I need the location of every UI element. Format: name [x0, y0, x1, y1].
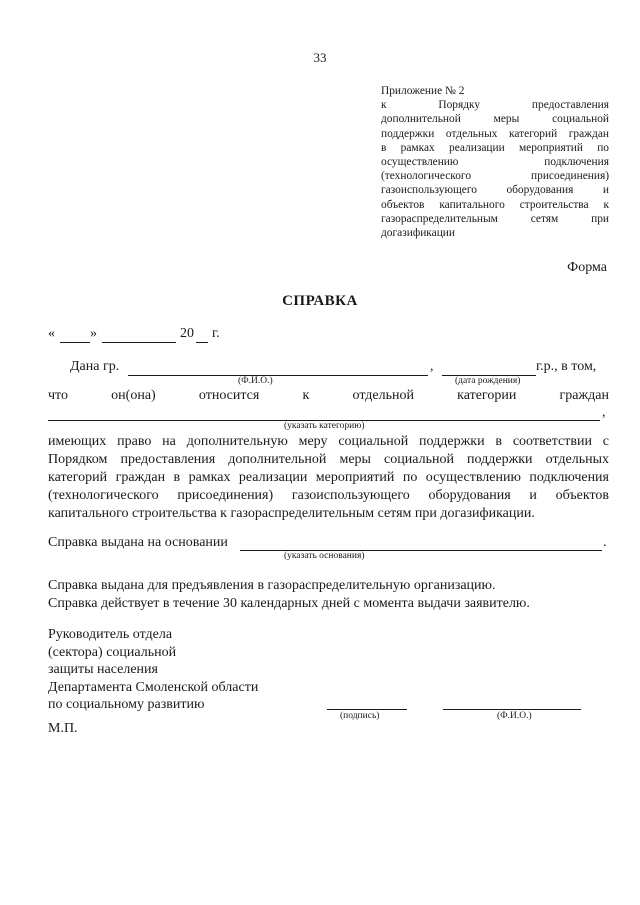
purpose-line: Справка действует в течение 30 календарных дней с момента выдачи заявителю. — [48, 595, 530, 611]
category-caption: (указать категорию) — [284, 421, 365, 431]
date-close-quote: » — [90, 326, 97, 341]
relation-word: категории — [457, 388, 517, 403]
appendix-line: догазификации — [381, 226, 455, 239]
date-year-suffix: г. — [212, 326, 220, 341]
relation-word: к — [302, 388, 310, 403]
signatory-block — [48, 626, 258, 714]
appendix-line: объектов капитального строительства к — [381, 198, 609, 211]
issued-tail: г.р., в том, — [536, 359, 597, 374]
signer-name-field[interactable] — [443, 709, 581, 710]
page-number: 33 — [313, 50, 327, 65]
appendix-line: осуществлению подключения — [381, 155, 609, 168]
birth-date-caption: (дата рождения) — [455, 376, 521, 386]
appendix-line: газораспределительным сетям при — [381, 212, 609, 225]
seal-label: М.П. — [48, 721, 78, 736]
purpose-line: Справка выдана для предъявления в газораспределительную организацию. — [48, 578, 496, 593]
paragraph-line: капитального строительства к газораспределительным сетям при догазификации. — [48, 506, 535, 521]
relation-row — [48, 388, 609, 404]
relation-word: что — [48, 388, 68, 403]
relation-word: он(она) — [111, 388, 156, 403]
appendix-line: поддержки отдельных категорий граждан — [381, 127, 609, 140]
signatory-line: по социальному развитию — [48, 697, 205, 712]
signatory-line: Департамента Смоленской области — [48, 679, 259, 695]
date-year-field[interactable] — [196, 342, 208, 343]
date-year-prefix: 20 — [180, 326, 194, 341]
paragraph-line: имеющих право на дополнительную меру социальной поддержки в соответствии с — [48, 434, 609, 449]
signatory-line: Руководитель отдела — [48, 627, 173, 642]
relation-word: отдельной — [352, 388, 414, 403]
document-title: СПРАВКА — [282, 293, 358, 309]
basis-label: Справка выдана на основании — [48, 535, 228, 550]
relation-word: граждан — [559, 388, 609, 403]
paragraph-line: Порядком предоставления дополнительной меры социальной поддержки отдельных — [48, 452, 609, 467]
signer-caption: (Ф.И.О.) — [497, 711, 532, 721]
basis-end: . — [603, 535, 607, 550]
relation-word: относится — [198, 388, 260, 403]
signature-caption: (подпись) — [340, 711, 380, 721]
eligibility-paragraph — [48, 433, 609, 523]
date-open-quote: « — [48, 326, 55, 341]
signatory-line: (сектора) социальной — [48, 644, 177, 660]
form-label: Форма — [567, 260, 607, 275]
appendix-line: к Порядку предоставления — [381, 99, 609, 112]
issued-to-label: Дана гр. — [70, 359, 120, 374]
signatory-line: защиты населения — [48, 662, 158, 677]
appendix-line: газоиспользующего оборудования и — [381, 184, 609, 197]
paragraph-line: (технологического присоединения) газоиспользующего оборудования и объектов — [48, 488, 609, 503]
fio-caption: (Ф.И.О.) — [238, 376, 273, 386]
fio-field[interactable] — [128, 375, 428, 376]
date-day-field[interactable] — [60, 342, 90, 343]
appendix-header — [381, 84, 609, 240]
appendix-line: (технологического присоединения) — [381, 170, 609, 183]
category-comma: , — [602, 405, 606, 420]
appendix-line: в рамках реализации мероприятий по — [381, 141, 609, 154]
appendix-line: дополнительной меры социальной — [381, 113, 609, 126]
basis-caption: (указать основания) — [284, 551, 365, 561]
date-month-field[interactable] — [102, 342, 176, 343]
signature-field[interactable] — [327, 709, 407, 710]
appendix-line: Приложение № 2 — [381, 85, 465, 97]
issued-comma: , — [430, 359, 434, 374]
paragraph-line: категорий граждан в рамках реализации мероприятий по осуществлению подключения — [48, 470, 609, 485]
purpose-block — [48, 577, 530, 612]
